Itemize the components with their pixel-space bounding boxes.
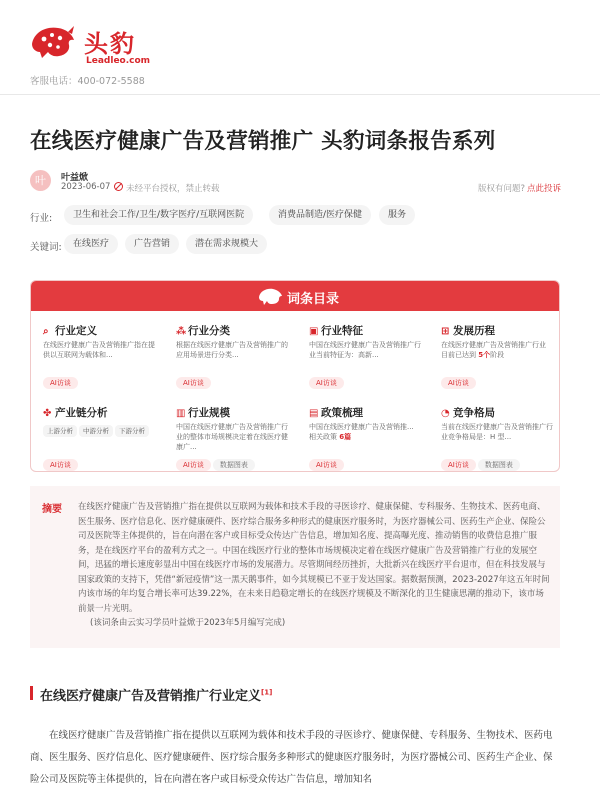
toc-header: [31, 281, 559, 311]
leopard-logo-icon: [28, 22, 76, 62]
toc-item-scale[interactable]: ▥ 行业规模 中国在线医疗健康广告及营销推广行业的整体市场规模决定着在线医疗健康广... AI访谈 数据图表: [176, 407, 288, 469]
toc-item-chain[interactable]: ✤ 产业链分析 上游分析 中游分析 下游分析 AI访谈: [43, 405, 161, 471]
page-title: 在线医疗健康广告及营销推广 头豹词条报告系列: [30, 129, 496, 154]
toc-item-history[interactable]: ⊞ 发展历程 在线医疗健康广告及营销推广行业 目前已达到 5个阶段 AI访谈: [441, 325, 546, 387]
industry-tag[interactable]: 服务: [379, 205, 415, 225]
table-of-contents: [30, 280, 560, 472]
toc-item-competition[interactable]: ◔ 竞争格局 当前在线医疗健康广告及营销推广行业竞争格局是：H 型... AI访谈 数据图表: [441, 407, 553, 469]
section-marker: [30, 686, 33, 700]
header-divider: [0, 94, 600, 95]
ai-interview-chip[interactable]: AI访谈: [441, 377, 476, 389]
leopard-icon: [257, 286, 283, 306]
ai-interview-chip[interactable]: AI访谈: [43, 377, 78, 389]
ai-interview-chip[interactable]: AI访谈: [43, 459, 78, 471]
downstream-chip[interactable]: 下游分析: [115, 425, 149, 437]
policy-icon: ▤: [309, 408, 319, 419]
industry-tag[interactable]: 消费品制造/医疗保健: [269, 205, 371, 225]
chain-icon: ✤: [43, 408, 52, 419]
toc-item-classification[interactable]: ⁂ 行业分类 根据在线医疗健康广告及营销推广的应用场景进行分类... AI访谈: [176, 325, 288, 387]
ai-interview-chip[interactable]: AI访谈: [441, 459, 476, 471]
keyword-tag[interactable]: 广告营销: [125, 234, 179, 254]
feature-icon: ▣: [309, 326, 319, 337]
industry-label: 行业:: [30, 213, 53, 224]
section-body: 在线医疗健康广告及营销推广指在提供以互联网为载体和技术手段的寻医诊疗、健康保健、专科服务、生物技术、医药电商、医生服务、医疗信息化、医疗健康硬件、医疗综合服务多种形式的健康医疗服务时，为医疗器械公司、医药生产企业、保险公司及医院等主体提供的，旨在向潜在客户或目标受众传达广告信息，增加知名: [30, 730, 553, 785]
midstream-chip[interactable]: 中游分析: [79, 425, 113, 437]
ai-interview-chip[interactable]: AI访谈: [309, 459, 344, 471]
definition-icon: ⌕: [43, 326, 49, 337]
ai-interview-chip[interactable]: AI访谈: [176, 459, 211, 471]
keywords-label: 关键词:: [30, 242, 62, 253]
toc-title: 词条目录: [287, 292, 340, 307]
abstract-credit: (该词条由云实习学员叶益焮于2023年5月编写完成): [90, 618, 286, 628]
author-avatar: 叶: [30, 170, 51, 191]
upstream-chip[interactable]: 上游分析: [43, 425, 77, 437]
toc-item-definition[interactable]: ⌕ 行业定义 在线医疗健康广告及营销推广指在提供以互联网为载体和... AI访谈: [43, 325, 155, 387]
abstract-text: 在线医疗健康广告及营销推广指在提供以互联网为载体和技术手段的寻医诊疗、健康保健、专科服务、生物技术、医药电商、医生服务、医疗信息化、医疗健康硬件、医疗综合服务多种形式的健康医疗服务时，为医疗器械公司、医药生产企业、保险公司及医院等主体提供的，旨在向潜在客户或目标受众传达广告信息，增加知名度、提高曝光度、推动销售的收费信息推广服务，是在线医疗平台的盈利方式之一。中国在线医疗行业的整体市场规模决定着在线医疗健康广告及营销推广行业的发展空间，迅猛的增长速度彰显出中国在线医疗市场的发展潜力。尽管期间经历挫折，大批新兴在线医疗平台退市，但在科技发展与国家政策的支持下，凭借“新冠疫情”这一黑天鹅事件，如今其规模已不亚于发达国家。据数据预测，2023-2027年这五年时间内该市场的年均复合增长率可达39.22%，在未来日趋稳定增长的在线医疗规模及不断深化的卫生健康思潮的推动下，该市场前景一片光明。 (该词条由云实习学员叶益焮于2023年5月编写完成): [78, 500, 550, 631]
data-chart-chip[interactable]: 数据图表: [478, 459, 520, 471]
prohibited-icon: [114, 182, 123, 191]
brand-domain: Leadleo.com: [86, 56, 151, 66]
classification-icon: ⁂: [176, 326, 187, 337]
keyword-tag[interactable]: 潜在需求规模大: [186, 234, 267, 254]
section-title: 在线医疗健康广告及营销推广行业定义[1]: [40, 688, 273, 704]
scale-icon: ▥: [176, 408, 186, 419]
copyright-notice: 未经平台授权，禁止转载: [126, 184, 220, 194]
abstract-label: 摘要: [42, 504, 62, 515]
brand-name: 头豹: [84, 30, 136, 58]
keyword-tag[interactable]: 在线医疗: [64, 234, 118, 254]
author-name[interactable]: 叶益焮: [61, 173, 89, 183]
toc-item-feature[interactable]: ▣ 行业特征 中国在线医疗健康广告及营销推广行业当前特征为：高新... AI访谈: [309, 325, 421, 387]
copyright-question: 版权有问题?: [478, 184, 526, 194]
ai-interview-chip[interactable]: AI访谈: [309, 377, 344, 389]
competition-icon: ◔: [441, 408, 450, 419]
abstract-box: [30, 486, 560, 648]
ai-interview-chip[interactable]: AI访谈: [176, 377, 211, 389]
service-hotline: 客服电话：400-072-5588: [30, 76, 145, 87]
data-chart-chip[interactable]: 数据图表: [213, 459, 255, 471]
industry-tag[interactable]: 卫生和社会工作/卫生/数字医疗/互联网医院: [64, 205, 253, 225]
history-icon: ⊞: [441, 326, 450, 337]
report-link[interactable]: 点此投诉: [527, 184, 562, 194]
reference-link[interactable]: [1]: [261, 688, 273, 697]
publish-date: 2023-06-07: [61, 182, 111, 192]
toc-item-policy[interactable]: ▤ 政策梳理 中国在线医疗健康广告及营销推... 相关政策 6篇 AI访谈: [309, 407, 414, 469]
